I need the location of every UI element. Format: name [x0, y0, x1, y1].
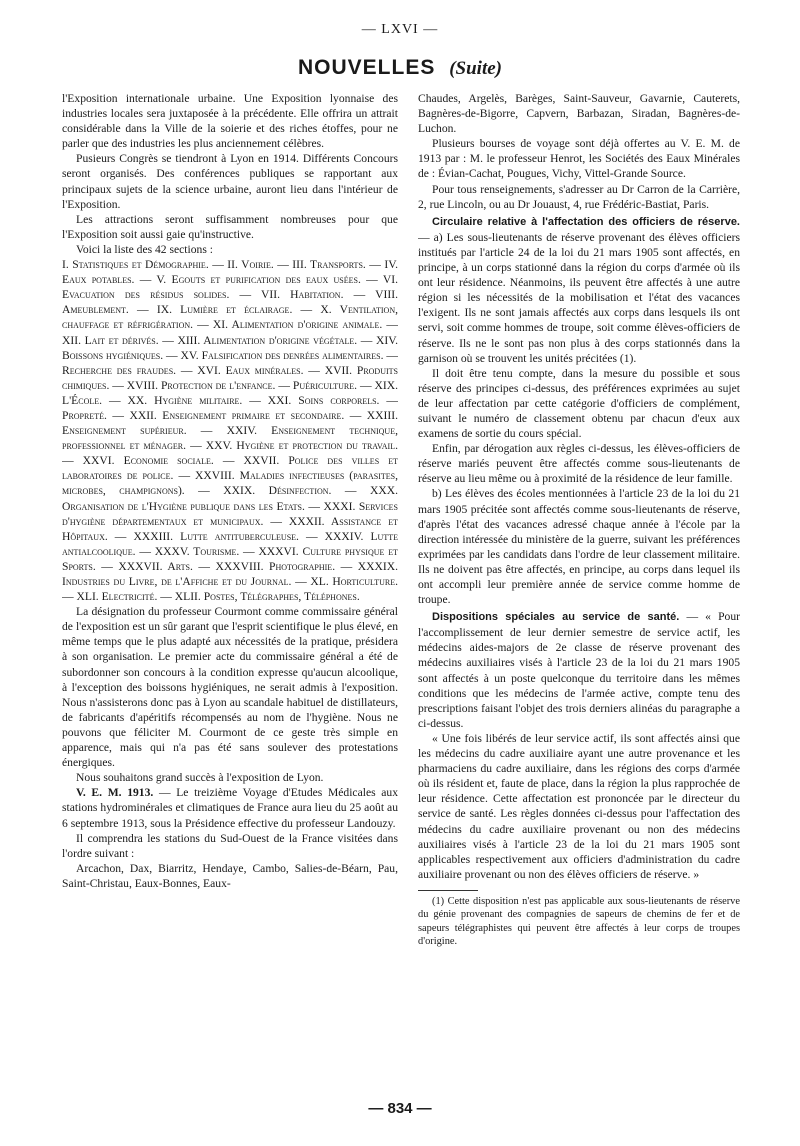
footnote: (1) Cette disposition n'est pas applicable aux sous-lieutenants de réserve du génie provenant des compagnies de sapeurs de chemins de fer et de sapeurs télégraphistes qui peuvent être affectés à leur corps de troupes d'origine.	[418, 895, 740, 948]
paragraph: Voici la liste des 42 sections :	[76, 242, 213, 256]
paragraph: La désignation du professeur Courmont comme commissaire général de l'exposition est un sûr garant que l'esprit scientifique le plus élevé, en même temps que le plus adapté aux nécessités de la pratique, présidera à son organisation. Le premier acte du commissaire général a été de subordonner son concours à la condition expresse qu'aucun alcoolique, à l'exception des boissons hygiéniques, ne serait admis à l'exposition. Nous n'assisterons donc pas à Lyon au scandale habituel de distillateurs, de fabricants d'apéritifs récompensés au nom de l'hygiène. Nous ne pouvons que féliciter M. Courmont de ce geste très simple en apparence, mais qui n'a pas été sans soulever des protestations énergiques.	[62, 605, 398, 770]
dispositions-paragraph	[418, 609, 740, 731]
vem-text: — Le treizième Voyage d'Etudes Médicales aux stations hydrominérales et climatiques de France aura lieu du 25 août au 6 septembre 1913, sous la Présidence effective du professeur Landouzy.	[62, 786, 398, 830]
paragraph: l'Exposition internationale urbaine. Une Exposition lyonnaise des industries locales sera juxtaposée à la précédente. Elle offrira un attrait considérable dans la Ville de la soierie et des riches étoffes, pour ne parler que des industries les plus anciennement célèbres.	[62, 92, 398, 151]
paragraph: Arcachon, Dax, Biarritz, Hendaye, Cambo, Salies-de-Béarn, Pau, Saint-Christau, Eaux-Bonnes, Eaux-	[62, 861, 398, 890]
paragraph: Pusieurs Congrès se tiendront à Lyon en 1914. Différents Concours seront organisés. Des conférences publiques se rapportant aux principaux sujets de la science urbaine, auront lieu dans l'intérieur de l'Exposition.	[62, 152, 398, 211]
footnote-rule	[418, 890, 478, 891]
paragraph: Pour tous renseignements, s'adresser au Dr Carron de la Carrière, 2, rue Lincoln, ou au Dr Jouaust, 4, rue Frédéric-Bastiat, Paris.	[418, 182, 740, 211]
circular-paragraph	[418, 214, 740, 366]
vem-paragraph	[62, 785, 398, 830]
left-column	[62, 91, 398, 1081]
paragraph: Les attractions seront suffisamment nombreuses pour que l'Exposition soit aussi gaie qu'instructive.	[62, 212, 398, 241]
vem-lead: V. E. M. 1913.	[76, 786, 154, 800]
paragraph: Chaudes, Argelès, Barèges, Saint-Sauveur, Gavarnie, Cauterets, Bagnères-de-Bigorre, Capvern, Barbazan, Siradan, Bagnères-de-Luchon.	[418, 92, 740, 136]
right-column	[418, 91, 740, 1081]
paragraph: Nous souhaitons grand succès à l'exposition de Lyon.	[76, 771, 324, 785]
circular-text: — a) Les sous-lieutenants de réserve provenant des élèves officiers institués par l'article 24 de la loi du 21 mars 1905 sont affectés, en principe, à un corps stationné dans la région du corps d'armée où ils ont leur résidence. Néanmoins, ils peuvent être affectés à une autre région si les nécessités de la mobilisation et l'état des vacances l'exigent. Ils ne sont jamais affectés aux corps dans lesquels ils ont servi, soit comme hommes de troupe, soit comme élèves-officiers de réserve. Ils ne le sont pas non plus à des corps stationnés dans la garnison où se trouvent les unités précitées (1).	[418, 230, 740, 365]
paragraph: Plusieurs bourses de voyage sont déjà offertes au V. E. M. de 1913 par : M. le professeur Henrot, les Sociétés des Eaux Minérales de : Évian-Cachat, Pougues, Vichy, Vittel-Grande Source.	[418, 137, 740, 181]
section-title	[0, 56, 800, 80]
section-title-main: NOUVELLES	[298, 56, 436, 79]
running-head: — LXVI —	[361, 22, 439, 37]
section-title-suffix: (Suite)	[449, 58, 502, 79]
sections-list: I. Statistiques et Démographie. — II. Voirie. — III. Transports. — IV. Eaux potables. — V. Egouts et purification des eaux usées. — VI. Evacuation des résidus solides. — VII. Habitation. — VIII. Ameublement. — IX. Lumière et éclairage. — X. Ventilation, chauffage et réfrigération. — XI. Alimentation d'origine animale. — XII. Lait et dérivés. — XIII. Alimentation d'origine végétale. — XIV. Boissons hygiéniques. — XV. Falsification des denrées alimentaires. — Recherche des fraudes. — XVI. Eaux minérales. — XVII. Produits chimiques. — XVIII. Protection de l'enfance. — Puériculture. — XIX. L'École. — XX. Hygiène militaire. — XXI. Soins corporels. — Propreté. — XXII. Enseignement primaire et secondaire. — XXIII. Enseignement supérieur. — XXIV. Enseignement technique, professionnel et ménager. — XXV. Hygiène et protection du travail. — XXVI. Economie sociale. — XXVII. Police des villes et laboratoires de police. — XXVIII. Maladies infectieuses (parasites, microbes, champignons). — XXIX. Désinfection. — XXX. Organisation de l'Hygiène publique dans les Etats. — XXXI. Services d'hygiène départementaux et municipaux. — XXXII. Assistance et Hôpitaux. — XXXIII. Lutte antituberculeuse. — XXXIV. Lutte antialcoolique. — XXXV. Tourisme. — XXXVI. Culture physique et Sports. — XXXVII. Arts. — XXXVIII. Photographie. — XXXIX. Industries du Livre, de l'Affiche et du Journal. — XL. Horticulture. — XLI. Electricité. — XLII. Postes, Télégraphes, Téléphones.	[62, 258, 398, 604]
paragraph: Il comprendra les stations du Sud-Ouest de la France visitées dans l'ordre suivant :	[62, 831, 398, 860]
paragraph: b) Les élèves des écoles mentionnées à l'article 23 de la loi du 21 mars 1905 précitée sont affectés comme sous-lieutenants de réserve, d'après l'état des vacances adressé chaque année à l'école par la direction intéressée du ministère de la guerre, suivant les préférences exprimées par les candidats dans l'ordre de leur classement militaire. Ils ne doivent pas être affectés, en principe, au corps dans lequel ils ont accompli leur première année de service comme homme de troupe.	[418, 487, 740, 607]
page-number: — 834 —	[368, 1100, 432, 1117]
paragraph: Enfin, par dérogation aux règles ci-dessus, les élèves-officiers de réserve mariés peuvent être affectés comme sous-lieutenants de réserve au lieu même ou à proximité de la résidence de leur famille.	[418, 442, 740, 486]
paragraph: Il doit être tenu compte, dans la mesure du possible et sous réserve des principes ci-dessus, des préférences exprimées au sujet de leur affectation par cette catégorie d'officiers de complément, suivant le numéro de classement obtenu par chacun d'eux aux examens de sortie du cours spécial.	[418, 366, 740, 441]
paragraph: « Une fois libérés de leur service actif, ils sont affectés ainsi que les médecins du cadre auxiliaire ayant une autre provenance et les pharmaciens du cadre auxiliaire, dans les régions des corps d'armée où ils résident et, faute de place, dans la région la plus rapprochée de leur résidence. Cette affectation est prononcée par le directeur du service de santé. Les règles données ci-dessus pour l'affectation des médecins du cadre auxiliaire provenant ou non des médecins auxiliaires visés à l'article 23 de la loi du 21 mars 1905 sont applicables respectivement aux officiers d'administration du cadre auxiliaire provenant ou non des élèves officiers de réserve. »	[418, 731, 740, 881]
dispositions-heading: Dispositions spéciales au service de santé.	[432, 611, 680, 624]
circular-heading: Circulaire relative à l'affectation des officiers de réserve.	[432, 215, 740, 228]
dispositions-text: — « Pour l'accomplissement de leur dernier semestre de service actif, les médecins aides-majors de 2e classe de réserve provenant des médecins auxiliaires visés à l'article 23 de la loi du 21 mars 1905 sont affectés à un poste quelconque du territoire dans les mêmes conditions que les médecins de l'armée active, compte tenu des prescriptions faisant l'objet des trois derniers alinéas du paragraphe a ci-dessus.	[418, 610, 740, 730]
